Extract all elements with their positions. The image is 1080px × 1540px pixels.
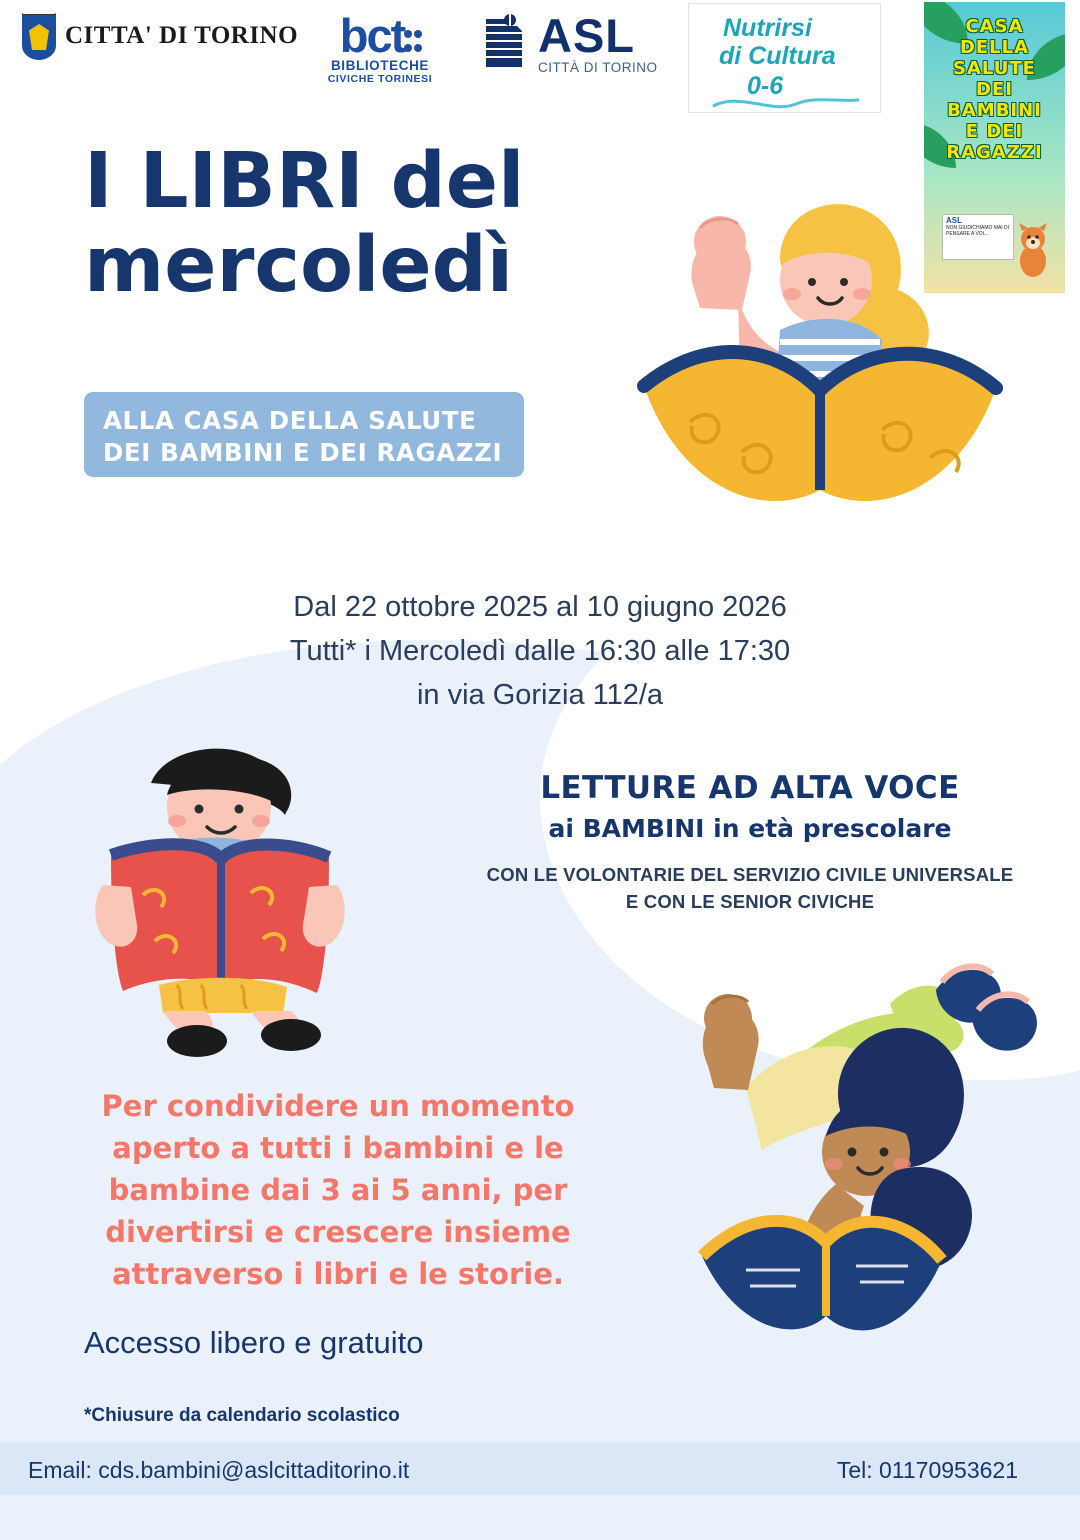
nutrirsi-di-cultura-logo xyxy=(688,3,881,113)
location-badge-line1: ALLA CASA DELLA SALUTE xyxy=(103,406,477,435)
citta-di-torino-label: CITTA' DI TORINO xyxy=(65,22,299,49)
activity-block xyxy=(430,770,1070,915)
asl-wordmark: ASL xyxy=(538,9,635,62)
nutrirsi-line1: Nutrirsi xyxy=(723,14,812,42)
page-title-line2: mercoledì xyxy=(84,221,514,310)
girl-reading-open-book-illustration xyxy=(630,190,1010,550)
poster-title-line: DEI xyxy=(976,79,1013,100)
activity-note-line2: E CON LE SENIOR CIVICHE xyxy=(625,891,875,912)
schedule-address: in via Gorizia 112/a xyxy=(416,679,664,711)
boy-reading-red-book-illustration xyxy=(55,735,385,1065)
poster-title-line: SALUTE xyxy=(953,58,1036,79)
poster-title-line: CASA xyxy=(965,16,1024,37)
torino-shield-icon xyxy=(22,12,56,60)
activity-note-line1: CON LE VOLONTARIE DEL SERVIZIO CIVILE UNIVERSALE xyxy=(486,864,1014,885)
poster-title-line: BAMBINI xyxy=(947,100,1042,121)
schedule-block xyxy=(0,585,1080,717)
page-title-line1: I LIBRI del xyxy=(84,137,525,226)
schedule-times: Tutti* i Mercoledì dalle 16:30 alle 17:30 xyxy=(289,635,791,667)
braille-dots-icon xyxy=(404,22,420,58)
bct-wordmark-text: bct xyxy=(339,9,405,62)
asl-logo xyxy=(480,9,658,75)
poster-card-text: NON GIUDICHIAMO MAI DI PENSARE A VOI... xyxy=(946,225,1010,237)
page-title xyxy=(84,137,724,310)
bct-wordmark xyxy=(300,9,460,62)
bct-logo xyxy=(300,9,460,85)
bct-sub-line1: BIBLIOTECHE xyxy=(330,58,430,73)
location-badge xyxy=(84,392,524,477)
contact-email[interactable]: Email: cds.bambini@aslcittaditorino.it xyxy=(28,1457,410,1483)
location-badge-line2: DEI BAMBINI E DEI RAGAZZI xyxy=(103,438,503,467)
girl-lying-reading-illustration xyxy=(650,960,1050,1340)
free-access-text: Accesso libero e gratuito xyxy=(84,1325,424,1360)
nutrirsi-line3: 0-6 xyxy=(747,72,784,100)
fox-mascot-icon xyxy=(1011,223,1055,279)
asl-book-icon xyxy=(480,13,528,73)
wave-icon xyxy=(711,96,861,112)
logo-header xyxy=(0,0,1080,120)
poster-title-line: DELLA xyxy=(959,37,1030,58)
poster-title-line: RAGAZZI xyxy=(946,142,1043,163)
schedule-dates: Dal 22 ottobre 2025 al 10 giugno 2026 xyxy=(293,591,787,623)
bct-sub-line2: CIVICHE TORINESI xyxy=(327,73,433,85)
poster-title-line: E DEI xyxy=(965,121,1024,142)
poster-card-brand: ASL xyxy=(946,216,962,225)
activity-subheading: ai BAMBINI in età prescolare xyxy=(548,814,952,843)
nutrirsi-line2: di Cultura xyxy=(719,42,836,70)
crown-icon xyxy=(22,12,56,15)
asl-sub-label: CITTÀ DI TORINO xyxy=(538,60,658,75)
description-paragraph: Per condividere un momento aperto a tutti i bambini e le bambine dai 3 ai 5 anni, per divertirsi e crescere insieme attraverso i libri e le storie. xyxy=(101,1089,575,1291)
citta-di-torino-logo xyxy=(22,12,298,60)
footnote-text: *Chiusure da calendario scolastico xyxy=(84,1405,400,1426)
activity-note xyxy=(430,861,1070,915)
contact-phone[interactable]: Tel: 01170953621 xyxy=(836,1457,1018,1483)
activity-heading: LETTURE AD ALTA VOCE xyxy=(540,770,960,806)
